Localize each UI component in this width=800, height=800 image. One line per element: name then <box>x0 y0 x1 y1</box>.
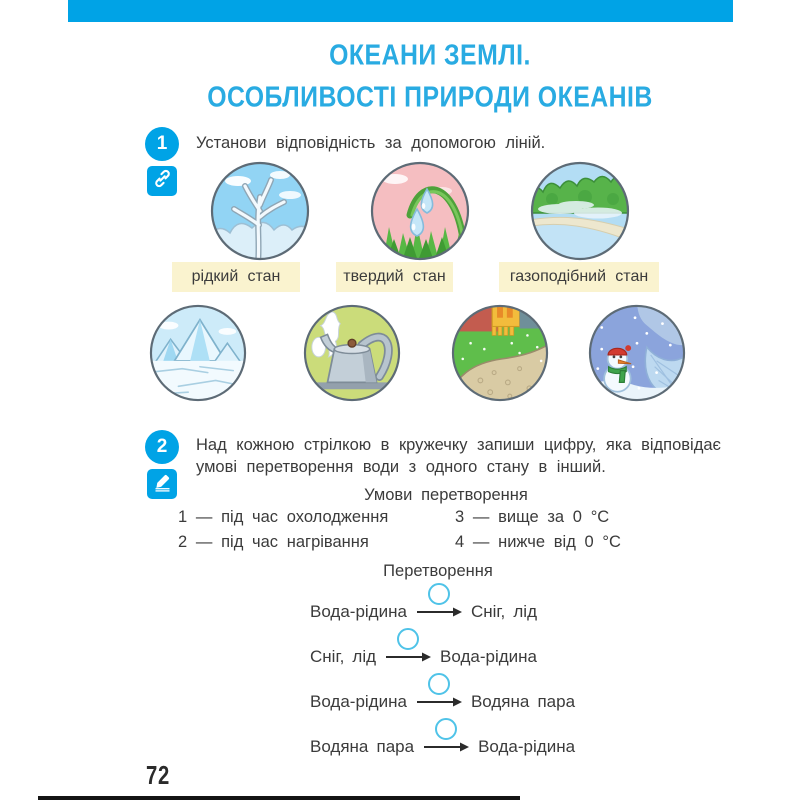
condition-1: 1 — під час охолодження <box>178 508 389 526</box>
task1-number: 1 <box>156 133 168 154</box>
state-label-solid-text: твердий стан <box>343 268 446 285</box>
photo-mist-over-lake[interactable] <box>530 161 630 261</box>
photo-frost-covered-branches[interactable] <box>210 161 310 261</box>
transformation-row-3 <box>310 691 575 713</box>
page-number: 72 <box>146 760 171 790</box>
transformation-2-arrow <box>385 646 431 668</box>
task2-instruction-line1: Над кожною стрілкою в кружечку запиши цифру, яка відповідає <box>196 436 721 454</box>
task1-instruction: Установи відповідність за допомогою ліній. <box>196 134 546 152</box>
task1-number-badge <box>145 127 179 161</box>
page-title-line2: ОСОБЛИВОСТІ ПРИРОДИ ОКЕАНІВ <box>207 81 653 114</box>
transformation-2-from: Сніг, лід <box>310 647 377 666</box>
transformation-3-arrow <box>416 691 462 713</box>
transformation-row-2 <box>310 646 537 668</box>
task1-tool-tile <box>147 166 177 196</box>
photo-dew-drops-on-grass[interactable] <box>370 161 470 261</box>
state-label-gas-text: газоподібний стан <box>509 268 649 285</box>
page-title-line1: ОКЕАНИ ЗЕМЛІ. <box>329 38 531 71</box>
photo-snowman-in-snow[interactable] <box>588 304 686 402</box>
condition-2: 2 — під час нагрівання <box>178 533 369 551</box>
state-label-gas[interactable] <box>499 262 659 292</box>
task2-number: 2 <box>156 436 168 457</box>
photo-icebergs[interactable] <box>149 304 247 402</box>
top-accent-bar <box>68 0 733 22</box>
transformation-4-arrow <box>423 736 469 758</box>
pen-icon <box>152 471 173 497</box>
transformation-row-1 <box>310 601 537 623</box>
link-icon <box>152 168 173 194</box>
state-label-solid[interactable] <box>336 262 453 292</box>
transformation-4-to: Вода-рідина <box>478 737 576 756</box>
transformations-title: Перетворення <box>383 562 493 580</box>
state-label-liquid[interactable] <box>172 262 300 292</box>
transformation-4-from: Водяна пара <box>310 737 415 756</box>
transformation-1-arrow <box>416 601 462 623</box>
page-title <box>145 34 715 119</box>
task2-instruction-line2: умові перетворення води з одного стану в інший. <box>196 458 606 476</box>
condition-4: 4 — нижче від 0 °C <box>455 533 621 551</box>
transformation-row-4 <box>310 736 575 758</box>
transformation-1-from: Вода-рідина <box>310 602 407 621</box>
condition-3: 3 — вище за 0 °C <box>455 508 610 526</box>
transformation-3-from: Вода-рідина <box>310 692 407 711</box>
transformation-2-to: Вода-рідина <box>440 647 537 666</box>
bottom-edge-bar <box>38 796 520 800</box>
task2-tool-tile <box>147 469 177 499</box>
photo-boiling-kettle[interactable] <box>303 304 401 402</box>
state-label-liquid-text: рідкий стан <box>191 268 281 285</box>
task2-number-badge <box>145 430 179 464</box>
photo-rain-on-path[interactable] <box>451 304 549 402</box>
conditions-title: Умови перетворення <box>364 486 528 504</box>
transformation-1-to: Сніг, лід <box>470 602 537 621</box>
transformation-3-to: Водяна пара <box>470 692 576 711</box>
